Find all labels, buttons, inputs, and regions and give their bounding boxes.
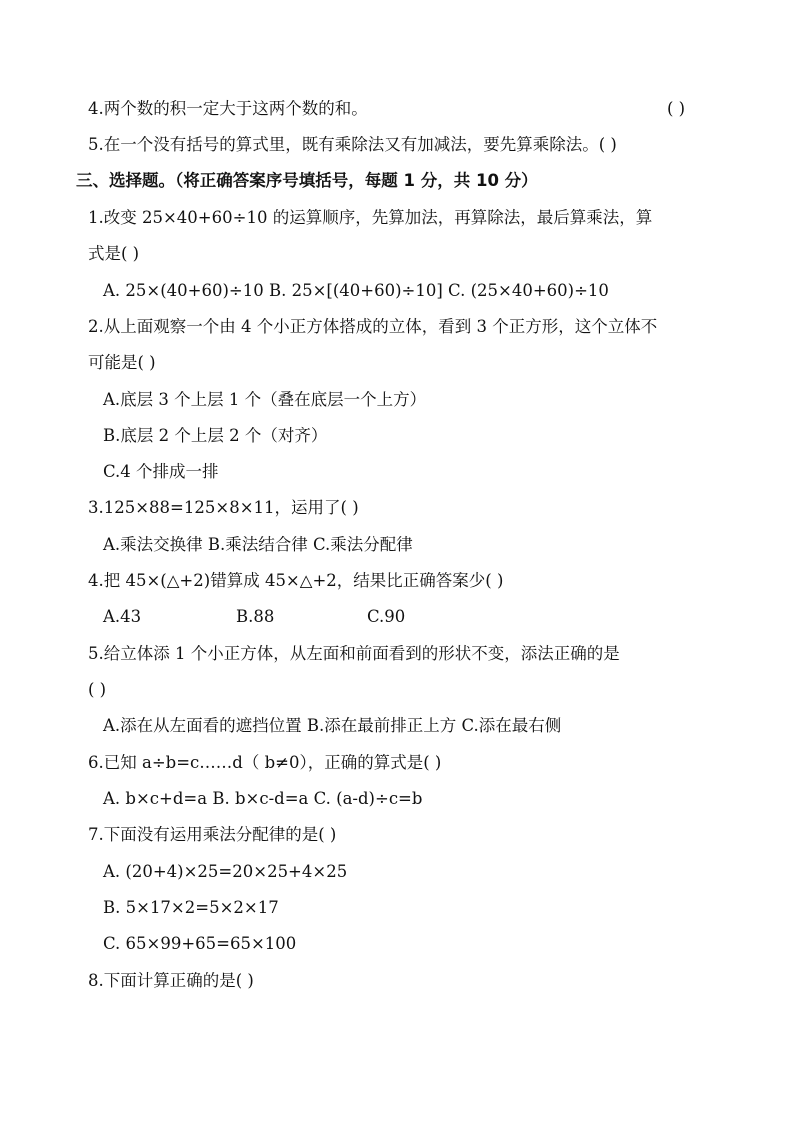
choice-question-1-options: A. 25×(40+60)÷10 B. 25×[(40+60)÷10] C. (25×40+60)÷10: [103, 281, 609, 300]
choice-question-2-option-c: C.4 个排成一排: [103, 462, 219, 481]
choice-question-2-option-b: B.底层 2 个上层 2 个（对齐）: [103, 426, 328, 445]
choice-question-4-option-b: B.88: [236, 607, 275, 626]
choice-question-5-options: A.添在从左面看的遮挡位置 B.添在最前排正上方 C.添在最右侧: [103, 716, 562, 735]
choice-question-1-line2: 式是( ): [88, 244, 140, 263]
judgment-question-4-answer-blank[interactable]: ( ): [667, 99, 686, 118]
choice-question-2-option-a: A.底层 3 个上层 1 个（叠在底层一个上方）: [103, 390, 427, 409]
section-3-heading: 三、选择题。（将正确答案序号填括号，每题 1 分，共 10 分）: [76, 171, 538, 190]
choice-question-7-option-b: B. 5×17×2=5×2×17: [103, 898, 279, 917]
choice-question-4-option-a: A.43: [103, 607, 142, 626]
choice-question-2-line1: 2.从上面观察一个由 4 个小正方体搭成的立体，看到 3 个正方形，这个立体不: [88, 317, 658, 336]
judgment-question-5: 5.在一个没有括号的算式里，既有乘除法又有加减法，要先算乘除法。( ): [88, 135, 617, 154]
choice-question-4-option-c: C.90: [367, 607, 406, 626]
choice-question-7-option-c: C. 65×99+65=65×100: [103, 934, 297, 953]
choice-question-6-line1: 6.已知 a÷b=c……d（ b≠0），正确的算式是( ): [88, 753, 442, 772]
choice-question-3-options: A.乘法交换律 B.乘法结合律 C.乘法分配律: [103, 535, 413, 554]
choice-question-8-line1: 8.下面计算正确的是( ): [88, 971, 254, 990]
choice-question-3-line1: 3.125×88=125×8×11，运用了( ): [88, 498, 359, 517]
judgment-question-4: 4.两个数的积一定大于这两个数的和。: [88, 99, 368, 118]
choice-question-7-line1: 7.下面没有运用乘法分配律的是( ): [88, 825, 337, 844]
choice-question-7-option-a: A. (20+4)×25=20×25+4×25: [103, 862, 348, 881]
choice-question-6-options: A. b×c+d=a B. b×c-d=a C. (a-d)÷c=b: [103, 789, 423, 808]
choice-question-4-line1: 4.把 45×(△+2)错算成 45×△+2，结果比正确答案少( ): [88, 571, 504, 590]
choice-question-1-line1: 1.改变 25×40+60÷10 的运算顺序，先算加法，再算除法，最后算乘法，算: [88, 208, 653, 227]
choice-question-5-line2: ( ): [88, 680, 107, 699]
choice-question-5-line1: 5.给立体添 1 个小正方体，从左面和前面看到的形状不变，添法正确的是: [88, 644, 620, 663]
choice-question-2-line2: 可能是( ): [88, 353, 156, 372]
